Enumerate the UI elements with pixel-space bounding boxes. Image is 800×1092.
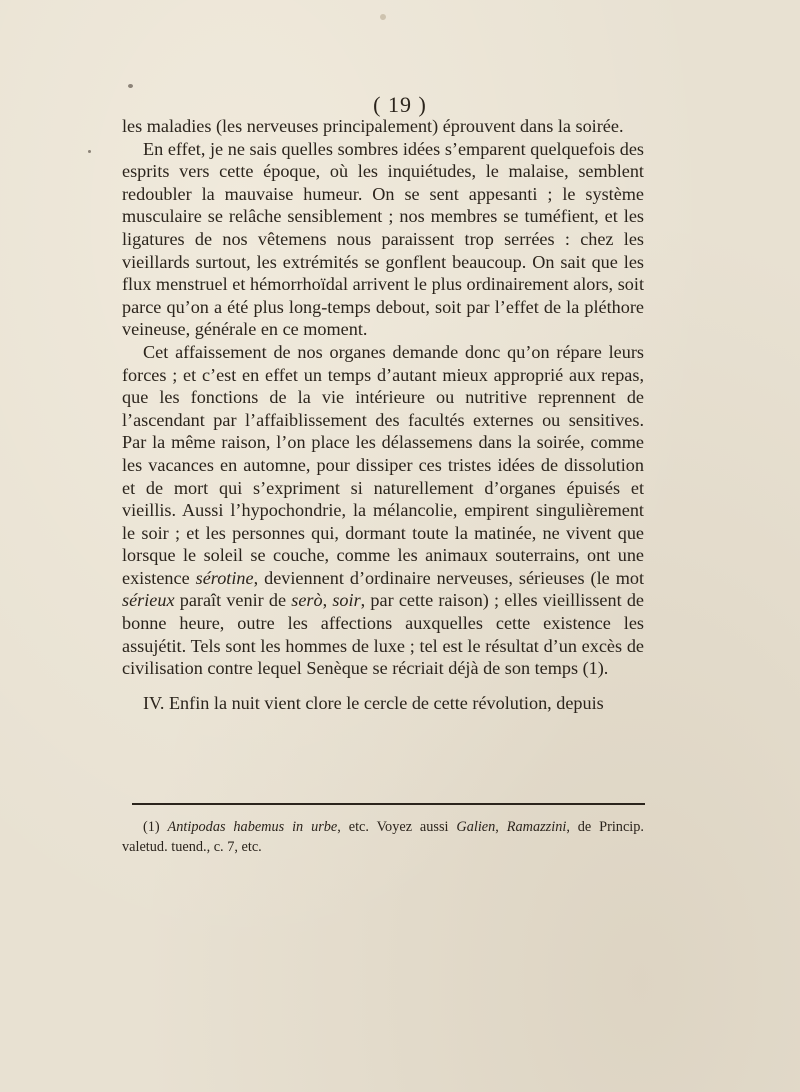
section-iv-heading-line: IV. Enfin la nuit vient clore le cercle de cette révolution, depuis [143,692,604,713]
footnote-text-3: , de Princip. valetud. tuend., c. 7, etc. [122,819,645,855]
paragraph-continuation: les maladies (les nerveuses principalement) éprouvent dans la soirée. [122,116,624,136]
italic-serotine: sérotine [195,567,254,588]
footnote [122,817,644,857]
paragraph-affaissement-text-5: , par cette raison) ; elles vieillissent de bonne heure, outre les affections auxquelles cette existence les assujétit. Tels sont les hommes de luxe ; tel est le résultat d’un excès de civilisation contre lequel Senèque se récriait déjà de son temps (1). [122,590,645,679]
paragraph-affaissement [122,341,644,680]
footnote-text-2: , [495,819,507,835]
italic-serieux: sérieux [122,590,175,611]
paper-speck [128,84,133,88]
body-text [122,115,644,714]
paper-speck [380,14,386,20]
footnote-1 [122,817,644,857]
footnote-italic-ramazzini: Ramazzini [506,819,567,835]
page-number: ( 19 ) [373,92,427,117]
paragraph-affaissement-text-3: paraît venir de [174,590,292,611]
italic-soir: soir [332,590,361,611]
footnote-italic-antipodas: Antipodas habemus in urbe [167,819,338,835]
paragraph-en-effet: En effet, je ne sais quelles sombres idées s’emparent quelquefois des esprits vers cette époque, où les inquiétudes, le malaise, semblent redoubler la mauvaise humeur. On se sent appesanti ; le système musculaire se relâche sensiblement ; nos membres se tuméfient, et les ligatures de nos vêtemens nous paraissent trop serrées : chez les vieillards surtout, les extrémités se gonflent beaucoup. On sait que les flux menstruel et hémorrhoïdal arrivent le plus ordinairement alors, soit parce qu’on a été plus long-temps debout, soit par l’effet de la pléthore veineuse, générale en ce moment. [122,138,644,340]
footnote-marker: (1) [143,819,168,835]
paragraph-affaissement-text-1: Cet affaissement de nos organes demande donc qu’on répare leurs forces ; et c’est en effet un temps d’autant mieux approprié aux repas, que les fonctions de la vie intérieure ou nutritive reprennent de l’ascendant par l’affaiblissement des facultés externes ou sensitives. Par la même raison, l’on place les délassemens dans la soirée, comme les vacances en automne, pour dissiper ces tristes idées de dissolution et de mort qui s’expriment si naturellement d’organes épuisés et vieillis. Aussi l’hypochondrie, la mélancolie, empirent singulièrement le soir ; et les personnes qui, dormant toute la matinée, ne vivent que lorsque le soleil se couche, comme les animaux souterrains, ont une existence [122,341,644,588]
footnote-text-1: , etc. Voyez aussi [337,819,457,835]
footnote-rule [132,803,645,805]
paper-speck [88,150,91,153]
footnote-italic-galien: Galien [456,819,496,835]
paragraph-affaissement-text-4: , [322,590,333,611]
italic-sero: serò [291,590,323,611]
paragraph-affaissement-text-2: , deviennent d’ordinaire nerveuses, sérieuses (le mot [253,567,644,588]
